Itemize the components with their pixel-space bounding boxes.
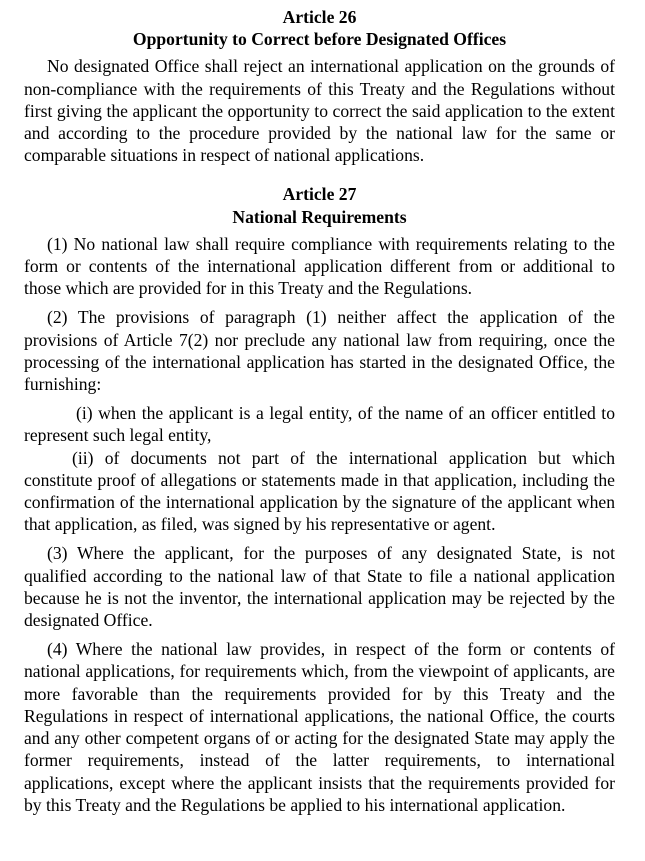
article-27-item-ii: (ii) of documents not part of the international application but which constitute proof of allegations or statements made in that application, including the confirmation of the international application by the signature of the applicant when that application, as filed, was signed by his representative or agent. <box>24 447 615 535</box>
article-27-paragraph-3: (3) Where the applicant, for the purposes of any designated State, is not qualified according to the national law of that State to file a national application because he is not the inventor, the international application may be rejected by the designated Office. <box>24 543 615 631</box>
article-26-title: Opportunity to Correct before Designated Offices <box>132 29 507 50</box>
article-27-paragraph-2: (2) The provisions of paragraph (1) neither affect the application of the provisions of Article 7(2) nor preclude any national law from requiring, once the processing of the international application has started in the designated Office, the furnishing: <box>24 307 615 395</box>
article-26-number: Article 26 <box>282 7 357 27</box>
article-27-item-i: (i) when the applicant is a legal entity, of the name of an officer entitled to represent such legal entity, <box>24 403 615 446</box>
article-27-paragraph-4: (4) Where the national law provides, in respect of the form or contents of national applications, for requirements which, from the viewpoint of applicants, are more favorable than the requirements provided for by this Treaty and the Regulations in respect of international applications, the national Office, the courts and any other competent organs of or acting for the designated State may apply the former requirements, instead of the latter requirements, to international applications, except where the applicant insists that the requirements provided for by this Treaty and the Regulations be applied to his international application. <box>24 639 615 815</box>
article-27-title: National Requirements <box>232 206 407 227</box>
article-26-paragraph: No designated Office shall reject an international application on the grounds of non-compliance with the requirements of this Treaty and the Regulations without first giving the applicant the opportunity to correct the said application to the extent and according to the procedure provided by the national law for the same or comparable situations in respect of national applications. <box>24 56 615 166</box>
article-27-number: Article 27 <box>282 184 357 205</box>
article-27-paragraph-1: (1) No national law shall require compliance with requirements relating to the form or contents of the international application different from or additional to those which are provided for in this Treaty and the Regulations. <box>24 233 615 299</box>
section-gap <box>24 173 615 183</box>
